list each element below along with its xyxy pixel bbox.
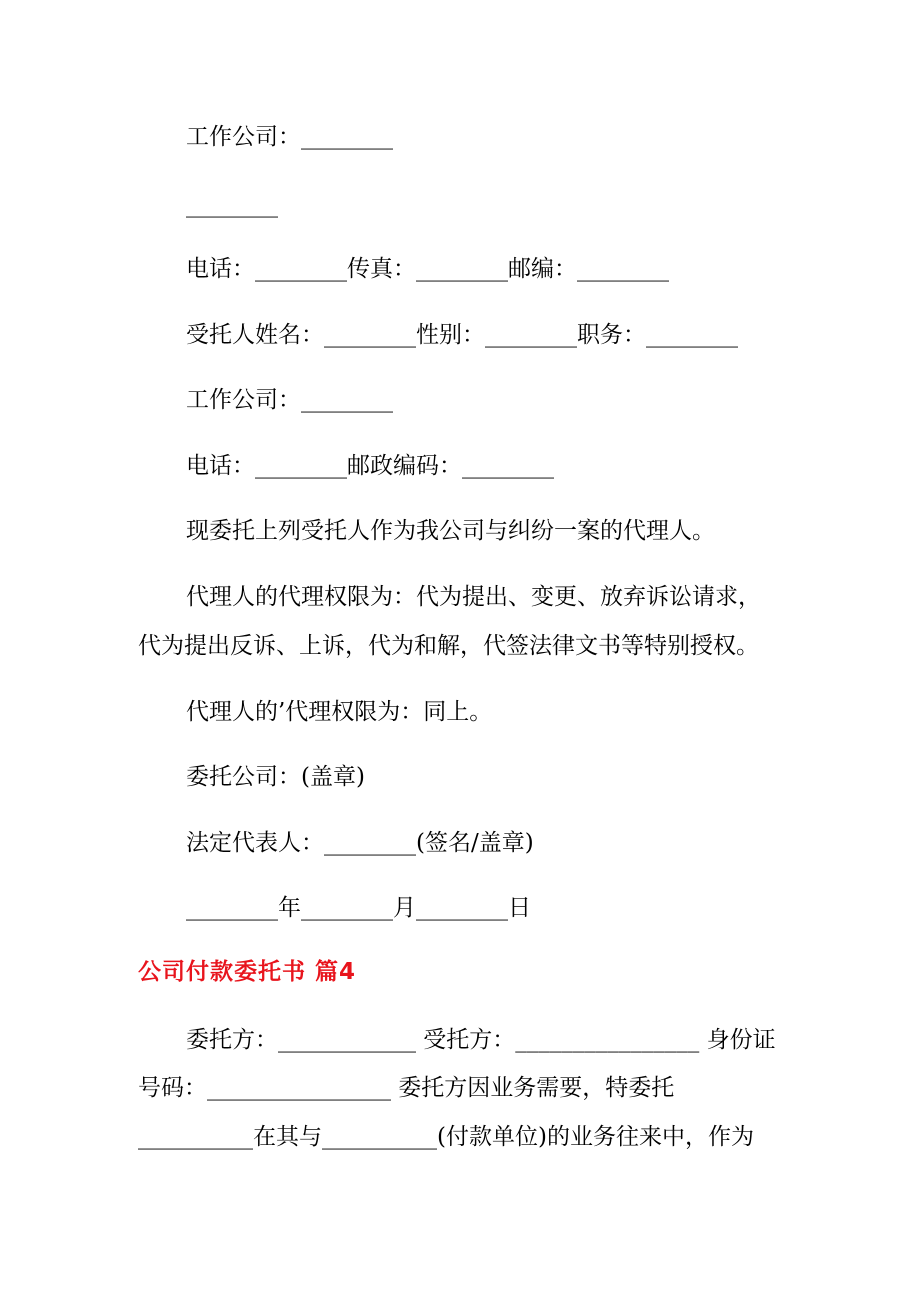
date-line: ________年________月________日 — [186, 895, 531, 921]
authority-paragraph-line-1: 代理人的代理权限为：代为提出、变更、放弃诉讼请求， — [186, 584, 761, 610]
phone-fax-postcode-line: 电话：________传真：________邮编：________ — [186, 256, 669, 282]
trustee-info-line: 受托人姓名：________性别：________职务：________ — [186, 322, 738, 348]
client-company-seal-line: 委托公司：(盖章) — [186, 764, 365, 790]
authority-same-line: 代理人的’代理权限为：同上。 — [186, 699, 493, 725]
appointment-statement: 现委托上列受托人作为我公司与纠纷一案的代理人。 — [186, 518, 715, 544]
payment-entrust-line-2: 号码：________________ 委托方因业务需要，特委托 — [138, 1075, 675, 1101]
payment-entrust-line-3: __________在其与__________(付款单位)的业务往来中，作为 — [138, 1124, 754, 1150]
work-company-line: 工作公司：________ — [186, 124, 393, 150]
section-heading: 公司付款委托书 篇4 — [138, 959, 357, 985]
authority-paragraph-line-2: 代为提出反诉、上诉，代为和解，代签法律文书等特别授权。 — [138, 633, 759, 659]
trustee-work-company-line: 工作公司：________ — [186, 387, 393, 413]
payment-entrust-line-1: 委托方：____________ 受托方：________________ 身份证 — [186, 1027, 776, 1053]
blank-line: ________ — [186, 192, 278, 218]
trustee-phone-postcode-line: 电话：________邮政编码：________ — [186, 453, 554, 479]
legal-representative-line: 法定代表人：________(签名/盖章) — [186, 830, 534, 856]
